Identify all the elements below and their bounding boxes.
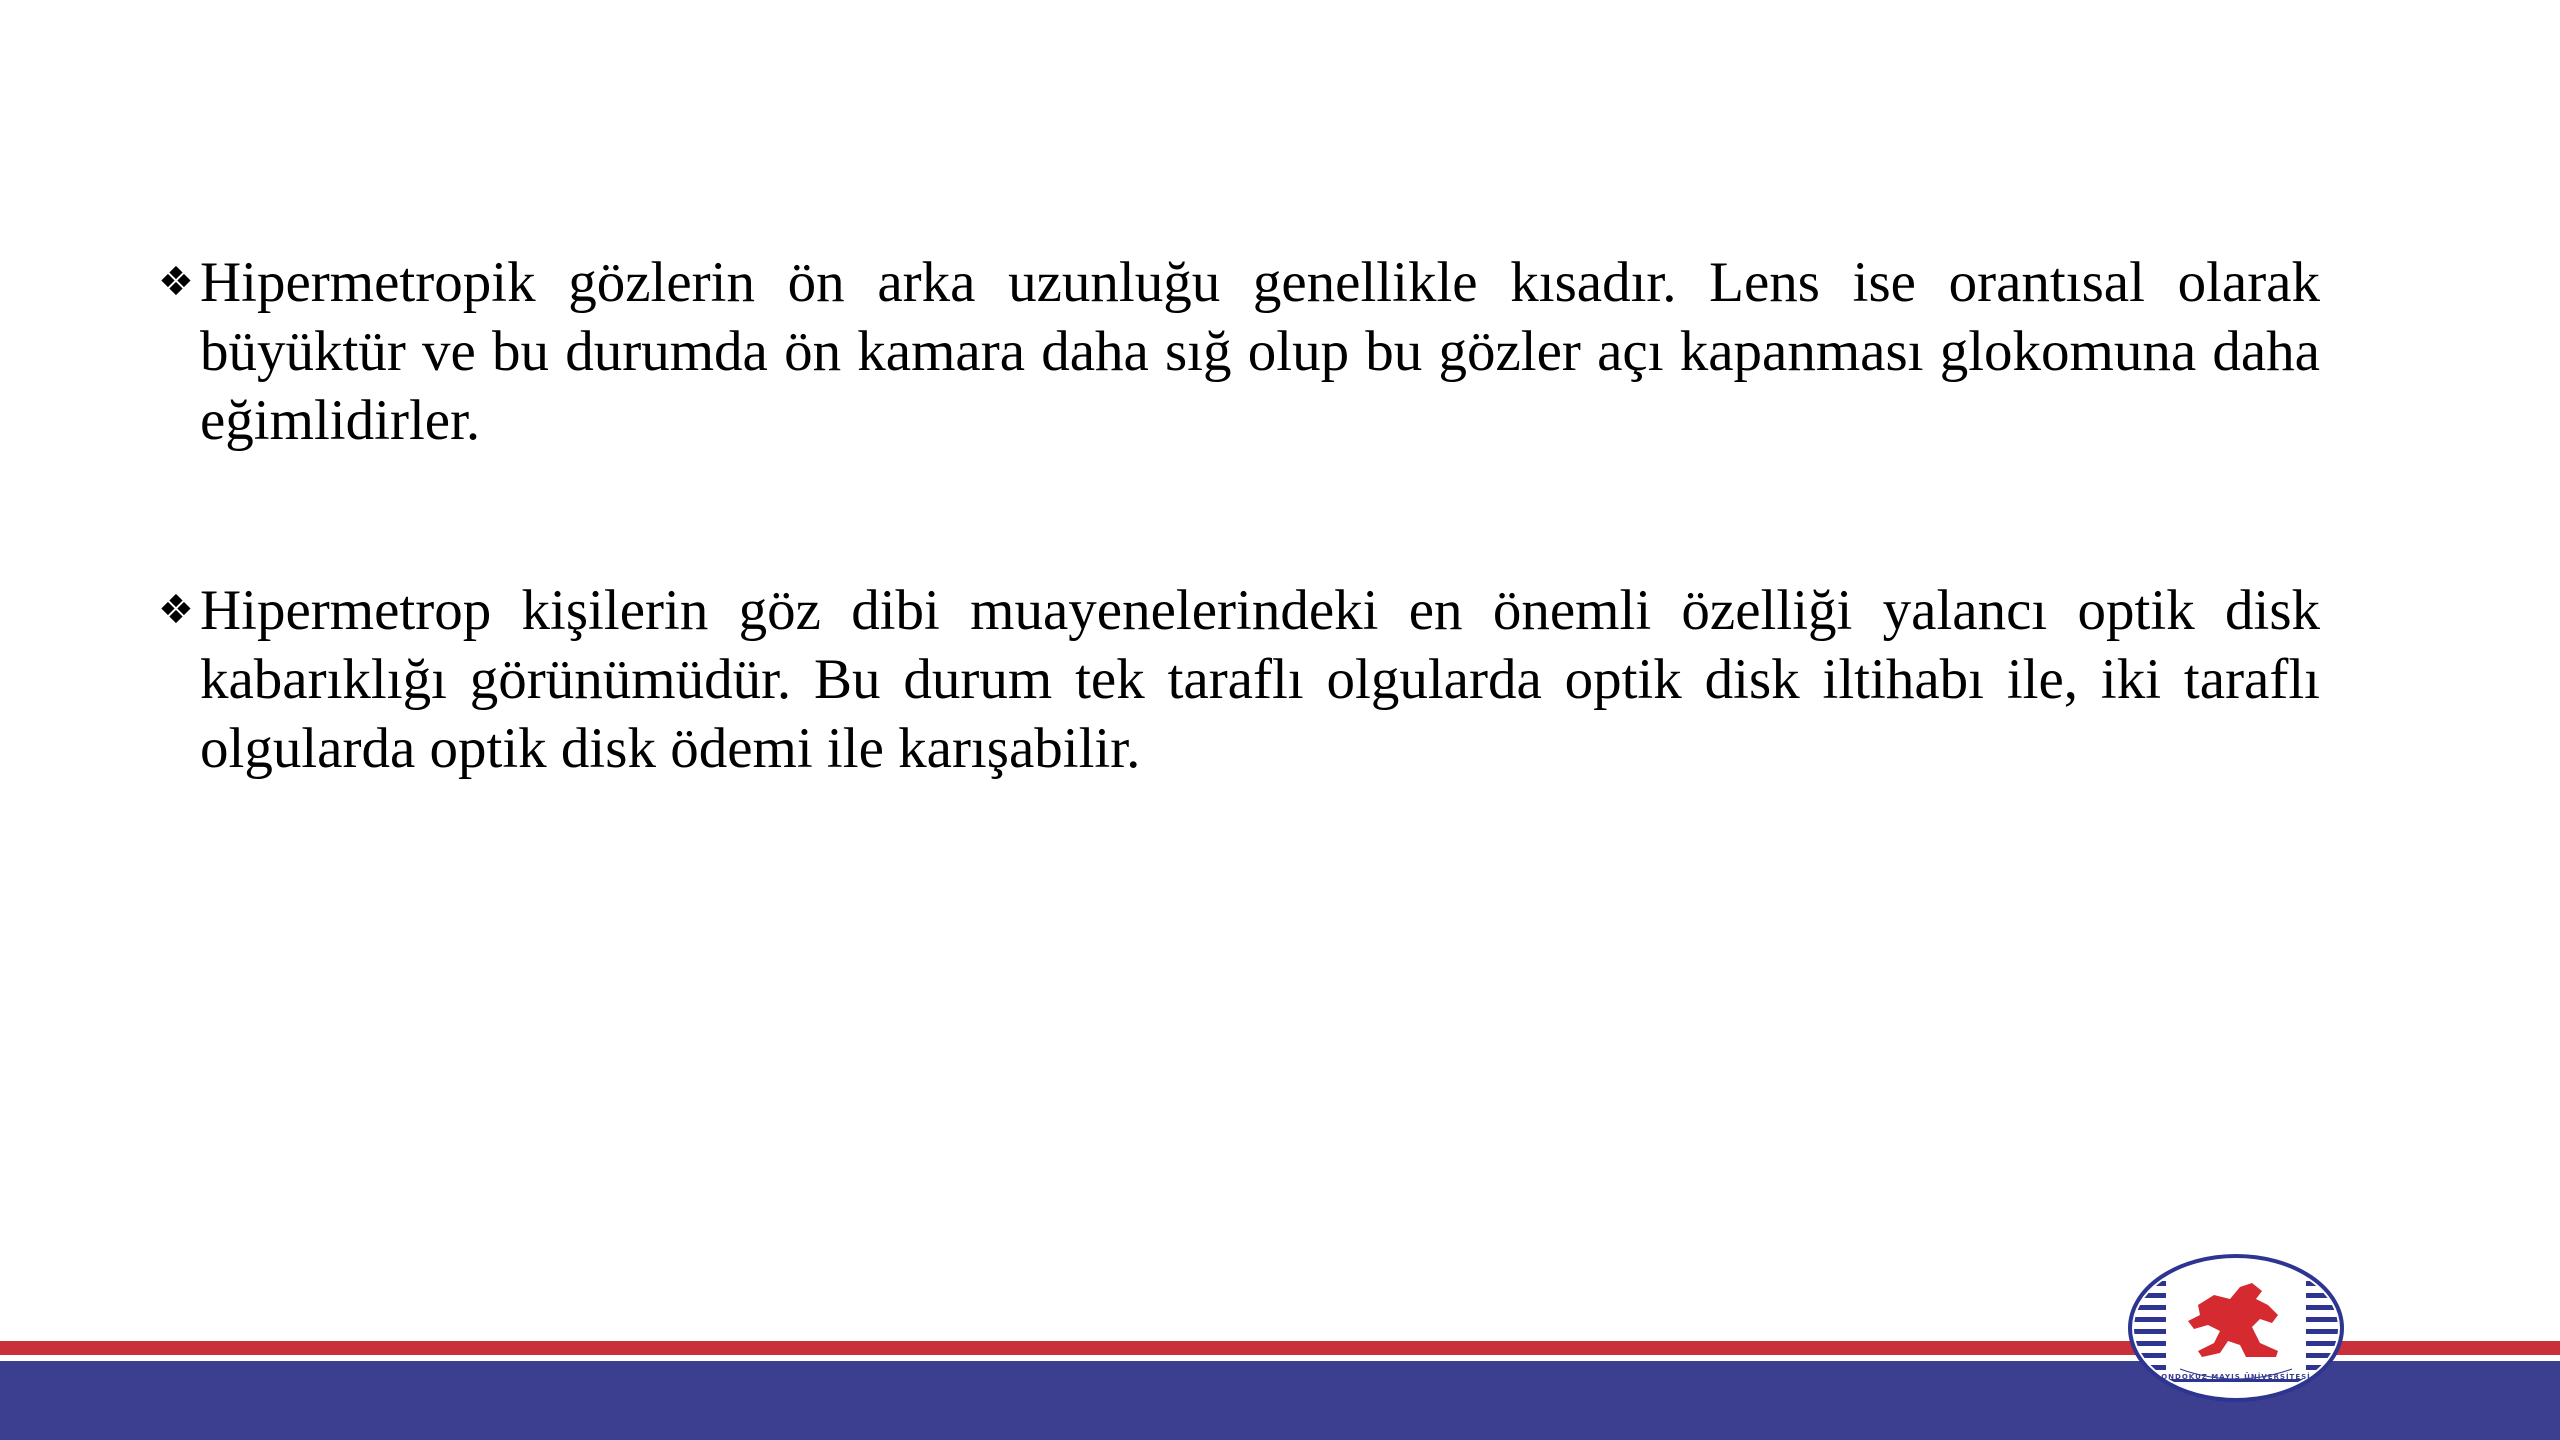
bullet-paragraph-1 <box>158 248 2320 455</box>
paragraph-2-text: Hipermetrop kişilerin göz dibi muayenelerindeki en önemli özelliği yalancı optik disk kabarıklığı görünümüdür. Bu durum tek taraflı olgularda optik disk iltihabı ile, iki taraflı olgularda optik disk ödemi ile karışabilir. <box>200 579 2320 780</box>
slide-body <box>158 248 2320 783</box>
diamond-bullet-icon: ❖ <box>158 259 194 305</box>
logo-caption: ONDOKUZ MAYIS ÜNİVERSİTESİ <box>2161 1373 2311 1381</box>
bullet-paragraph-2 <box>158 576 2320 783</box>
diamond-bullet-icon: ❖ <box>158 587 194 633</box>
university-logo <box>2128 1253 2344 1403</box>
university-logo-icon <box>2128 1253 2344 1403</box>
paragraph-1-text: Hipermetropik gözlerin ön arka uzunluğu genellikle kısadır. Lens ise orantısal olarak büyüktür ve bu durumda ön kamara daha sığ olup bu gözler açı kapanması glokomuna daha eğimlidirler. <box>200 251 2320 452</box>
